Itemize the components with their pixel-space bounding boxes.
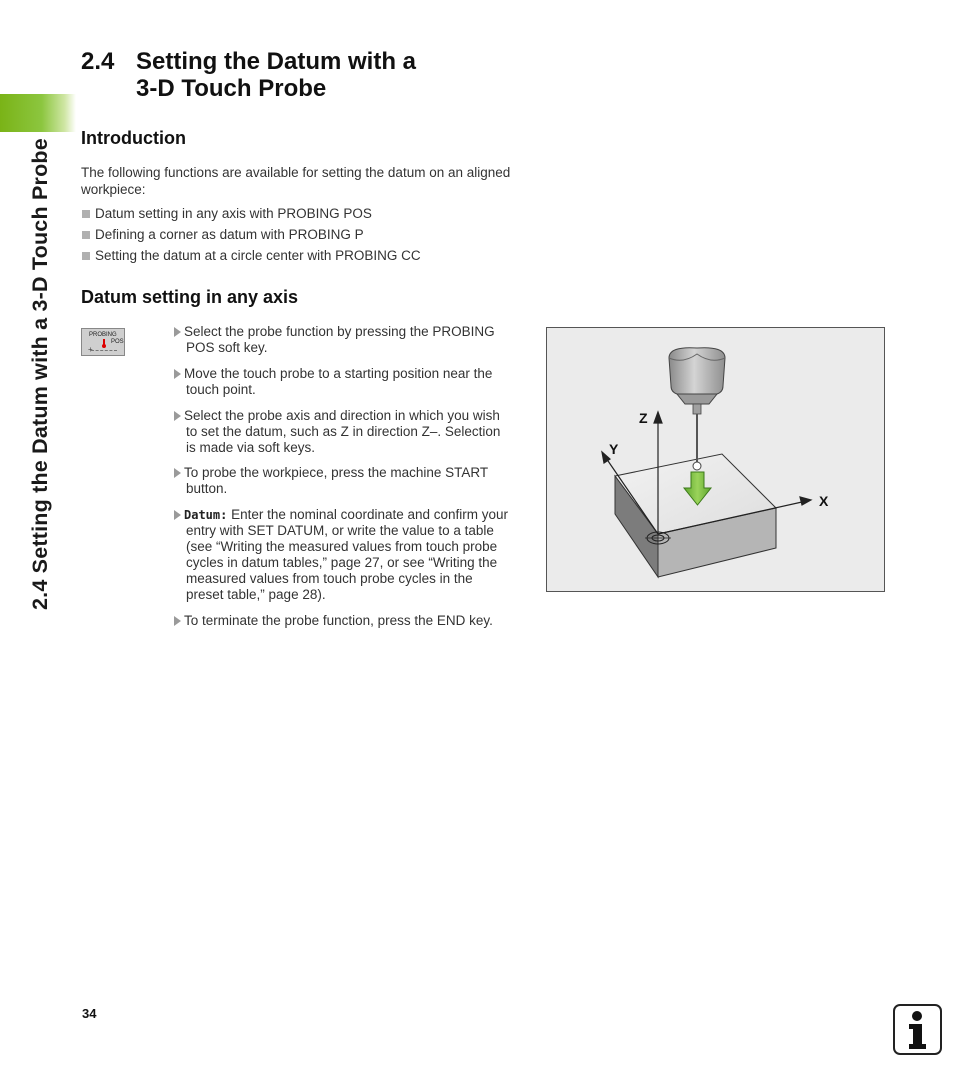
bullet-square-icon xyxy=(82,210,90,218)
introduction-heading: Introduction xyxy=(81,128,186,148)
bullet-square-icon xyxy=(82,252,90,260)
datum-any-axis-heading: Datum setting in any axis xyxy=(81,287,299,307)
step-arrow-icon xyxy=(174,369,181,379)
page-number: 34 xyxy=(82,1006,97,1021)
info-icon[interactable] xyxy=(893,1004,942,1055)
list-item: Setting the datum at a circle center with PROBING CC xyxy=(82,248,421,263)
bullet-square-icon xyxy=(82,231,90,239)
section-number: 2.4 xyxy=(81,48,115,75)
probing-pos-softkey-icon: PROBING POS + xyxy=(81,328,125,356)
axis-label-x: X xyxy=(819,493,829,509)
list-item: Defining a corner as datum with PROBING P xyxy=(82,227,364,242)
touch-probe-icon xyxy=(669,348,725,470)
section-title-line1: Setting the Datum with a xyxy=(136,48,417,75)
touch-probe-figure xyxy=(546,327,885,592)
datum-label: Datum: xyxy=(184,508,228,522)
axis-label-y: Y xyxy=(609,441,619,457)
running-header: 2.4 Setting the Datum with a 3-D Touch Probe xyxy=(28,138,52,610)
step-item: Select the probe axis and direction in which you wish to set the datum, such as Z in direction Z–. Selection is made via soft keys. xyxy=(172,408,528,456)
step-arrow-icon xyxy=(174,616,181,626)
step-item: To terminate the probe function, press the END key. xyxy=(172,613,528,629)
chapter-tab xyxy=(0,94,76,132)
step-item: Datum: Enter the nominal coordinate and confirm your entry with SET DATUM, or write the value to a table (see “Writing the measured values from touch probe cycles in datum tables,” page 27, or see “Writing the measured values from touch probe cycles in the preset table,” page 28). xyxy=(172,507,528,603)
list-item: Datum setting in any axis with PROBING POS xyxy=(82,206,372,221)
step-item: Select the probe function by pressing the PROBING POS soft key. xyxy=(172,324,528,356)
step-arrow-icon xyxy=(174,510,181,520)
step-arrow-icon xyxy=(174,411,181,421)
introduction-text: The following functions are available for setting the datum on an aligned workpiece: xyxy=(81,165,511,197)
touch-probe-diagram xyxy=(547,328,884,591)
section-title-line2: 3-D Touch Probe xyxy=(136,75,327,102)
step-arrow-icon xyxy=(174,468,181,478)
page-title xyxy=(81,48,416,102)
axis-label-z: Z xyxy=(639,410,648,426)
step-item: To probe the workpiece, press the machine START button. xyxy=(172,465,528,497)
step-arrow-icon xyxy=(174,327,181,337)
step-item: Move the touch probe to a starting position near the touch point. xyxy=(172,366,528,398)
